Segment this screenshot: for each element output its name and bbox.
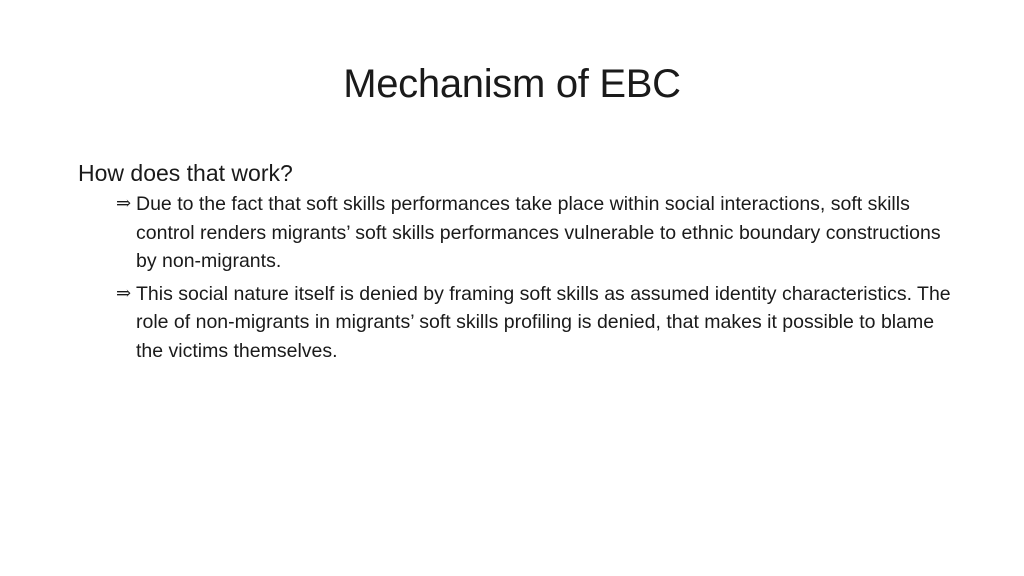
question-heading: How does that work? [78,160,293,186]
implies-arrow-icon: ⇒ [116,282,132,304]
bullet-item [116,190,958,276]
bullet-text: Due to the fact that soft skills performances take place within social interactions, soft skills control renders migrants’ soft skills performances vulnerable to ethnic boundary constructions by non-migrants. [136,193,941,272]
slide-title: Mechanism of EBC [343,62,681,106]
implies-arrow-icon: ⇒ [116,193,132,214]
bullet-item [116,280,958,366]
bullet-text: This social nature itself is denied by framing soft skills as assumed identity characteristics. The role of non-migrants in migrants’ soft skills profiling is denied, that makes it possible to blame the victims themselves. [136,282,951,362]
slide-content [78,156,958,365]
